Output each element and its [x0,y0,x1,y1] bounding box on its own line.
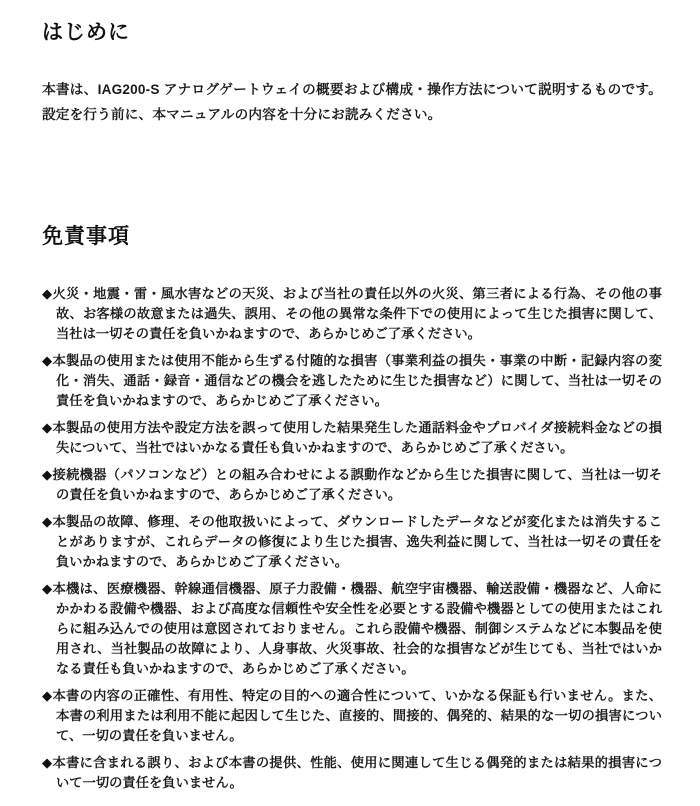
disclaimer-item [42,753,662,793]
disclaimer-item [42,284,662,344]
disclaimer-item-text: 本書の内容の正確性、有用性、特定の目的への適合性について、いかなる保証も行いません。また、本書の利用または利用不能に起因して生じた、直接的、間接的、偶発的、結果的な一切の損害について、一切の責任を負いません。 [52,688,662,743]
intro-paragraph: 本書は、IAG200-S アナログゲートウェイの概要および構成・操作方法について説明するものです。設定を行う前に、本マニュアルの内容を十分にお読みください。 [42,82,662,122]
disclaimer-item-text: 本製品の故障、修理、その他取扱いによって、ダウンロードしたデータなどが変化または消失することがありますが、これらデータの修復により生じた損害、逸失利益に関して、当社は一切その責任を負いかねますので、あらかじめご了承ください。 [52,514,662,569]
disclaimer-heading: 免責事項 [42,225,130,248]
disclaimer-item [42,512,662,572]
disclaimer-item-text: 火災・地震・雷・風水害などの天災、および当社の責任以外の火災、第三者による行為、その他の事故、お客様の故意または過失、誤用、その他の異常な条件下での使用によって生じた損害に関して、当社は一切その責任を負いかねますので、あらかじめご了承ください。 [52,286,662,341]
bullet-diamond-icon: ◆ [42,514,53,529]
disclaimer-item-text: 本書に含まれる誤り、および本書の提供、性能、使用に関連して生じる偶発的または結果的損害について一切の責任を負いません。 [52,755,662,790]
disclaimer-list [42,284,662,793]
disclaimer-item [42,465,662,505]
bullet-diamond-icon: ◆ [42,467,53,482]
disclaimer-item-text: 接続機器（パソコンなど）との組み合わせによる誤動作などから生じた損害に関して、当社は一切その責任を負いかねますので、あらかじめご了承ください。 [52,467,663,502]
disclaimer-item [42,418,662,458]
disclaimer-item [42,351,662,411]
disclaimer-item-text: 本製品の使用または使用不能から生ずる付随的な損害（事業利益の損失・事業の中断・記録内容の変化・消失、通話・録音・通信などの機会を逃したために生じた損害など）に関して、当社は一切その責任を負いかねますので、あらかじめご了承ください。 [52,353,662,408]
disclaimer-item-text: 本機は、医療機器、幹線通信機器、原子力設備・機器、航空宇宙機器、輸送設備・機器など、人命にかかわる設備や機器、および高度な信頼性や安全性を必要とする設備や機器としての使用またはこれらに組み込んでの使用は意図されておりません。これら設備や機器、制御システムなどに本製品を使用され、当社製品の故障により、人身事故、火災事故、社会的な損害などが生じても、当社ではいかなる責任も負いかねますので、あらかじめご了承ください。 [52,581,662,676]
disclaimer-item-text: 本製品の使用方法や設定方法を誤って使用した結果発生した通話料金やプロバイダ接続料金などの損失について、当社ではいかなる責任も負いかねますので、あらかじめご了承ください。 [52,420,662,455]
bullet-diamond-icon: ◆ [42,688,53,703]
bullet-diamond-icon: ◆ [42,755,53,770]
bullet-diamond-icon: ◆ [42,581,53,596]
bullet-diamond-icon: ◆ [42,286,53,301]
bullet-diamond-icon: ◆ [42,353,53,368]
intro-heading: はじめに [42,21,130,44]
disclaimer-item [42,686,662,746]
disclaimer-item [42,579,662,679]
bullet-diamond-icon: ◆ [42,420,53,435]
